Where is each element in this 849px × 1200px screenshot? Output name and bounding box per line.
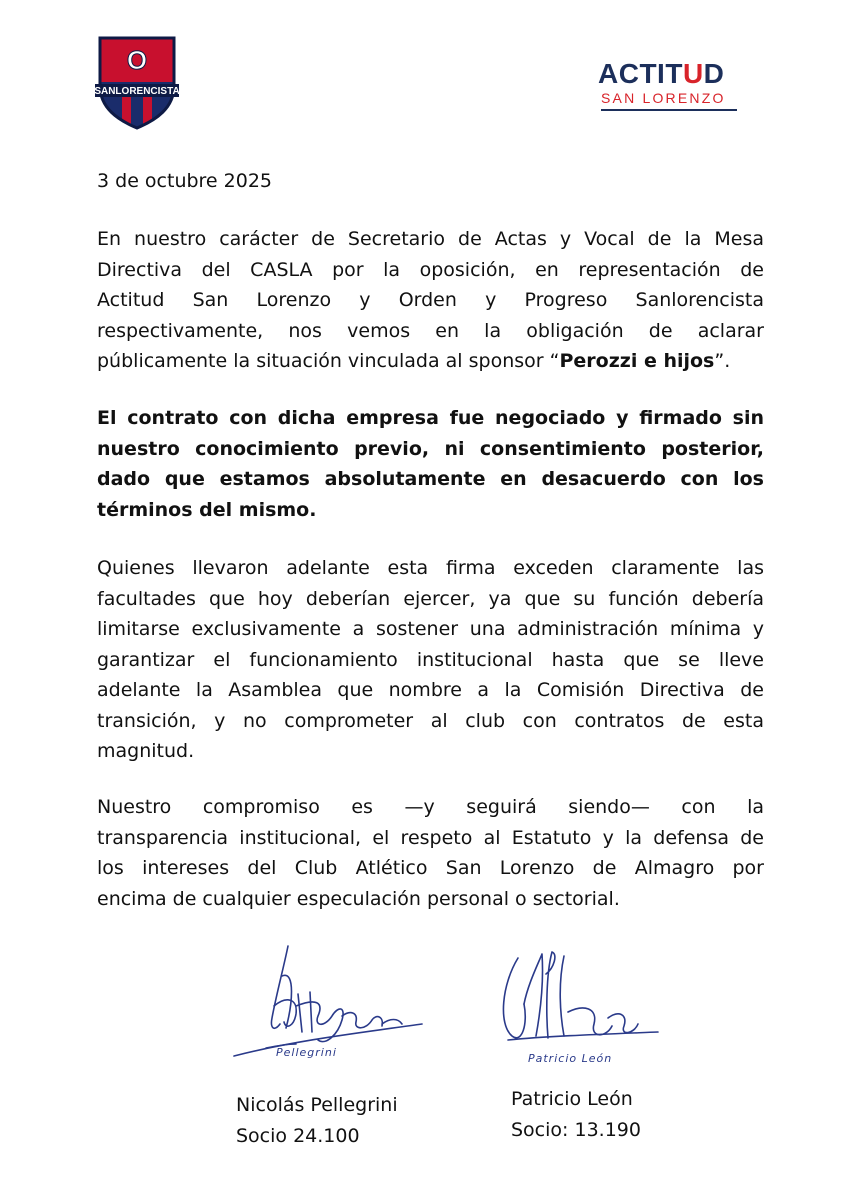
- text-line: Directiva del CASLA por la oposición, en representación de: [97, 258, 764, 281]
- paragraph-3: [97, 553, 764, 767]
- letter-date: 3 de octubre 2025: [97, 170, 273, 192]
- text-line: El contrato con dicha empresa fue negociado y firmado sin: [97, 407, 764, 429]
- actitud-logo-subtitle: SAN LORENZO: [601, 90, 726, 106]
- paragraph-1: [97, 224, 764, 377]
- text-line: públicamente la situación vinculada al sponsor “Perozzi e hijos”.: [97, 350, 731, 372]
- text-line: términos del mismo.: [97, 498, 317, 521]
- text-line: Actitud San Lorenzo y Orden y Progreso Sanlorencista: [97, 289, 764, 311]
- svg-text:SANLORENCISTA: SANLORENCISTA: [94, 86, 180, 97]
- text-line: limitarse exclusivamente a sostener una administración mínima y: [97, 618, 764, 640]
- text-line: transparencia institucional, el respeto al Estatuto y la defensa de: [97, 826, 764, 849]
- text-line: Nuestro compromiso es —y seguirá siendo— con la: [97, 796, 764, 818]
- signer-name: Nicolás Pellegrini: [236, 1094, 398, 1116]
- signature-pellegrini: [226, 936, 436, 1076]
- handwritten-name: Pellegrini: [276, 1046, 337, 1059]
- text-line: En nuestro carácter de Secretario de Actas y Vocal de la Mesa: [97, 228, 764, 250]
- text-line: Quienes llevaron adelante esta firma exceden claramente las: [97, 557, 764, 579]
- actitud-san-lorenzo-logo: [598, 60, 740, 111]
- svg-text:O: O: [126, 45, 148, 75]
- text-line: garantizar el funcionamiento institucional hasta que se lleve: [97, 648, 764, 671]
- actitud-logo-title: ACTITUD: [598, 58, 725, 89]
- text-line: adelante la Asamblea que nombre a la Comisión Directiva de: [97, 679, 764, 701]
- text-line: dado que estamos absolutamente en desacuerdo con los: [97, 468, 764, 490]
- paragraph-2-bold: [97, 403, 764, 525]
- oyp-sanlorencista-logo: [94, 34, 180, 130]
- text-line: encima de cualquier especulación personal o sectorial.: [97, 887, 620, 910]
- text-line: transición, y no comprometer al club con contratos de esta: [97, 709, 764, 732]
- text-line: nuestro conocimiento previo, ni consentimiento posterior,: [97, 437, 764, 460]
- paragraph-4: [97, 792, 764, 914]
- actitud-logo-underline: [601, 109, 737, 111]
- signature-leon: [488, 944, 678, 1074]
- sponsor-name: Perozzi e hijos: [559, 350, 715, 372]
- text-line: los intereses del Club Atlético San Lorenzo de Almagro por: [97, 857, 764, 879]
- signer-member-number: Socio 24.100: [236, 1125, 360, 1147]
- signer-name: Patricio León: [511, 1088, 633, 1110]
- handwritten-name: Patricio León: [528, 1052, 613, 1065]
- text-line: magnitud.: [97, 740, 195, 762]
- signer-member-number: Socio: 13.190: [511, 1119, 641, 1141]
- text-line: facultades que hoy deberían ejercer, ya que su función debería: [97, 587, 764, 610]
- oyp-shield-icon: [94, 34, 180, 130]
- text-line: respectivamente, nos vemos en la obligación de aclarar: [97, 319, 764, 342]
